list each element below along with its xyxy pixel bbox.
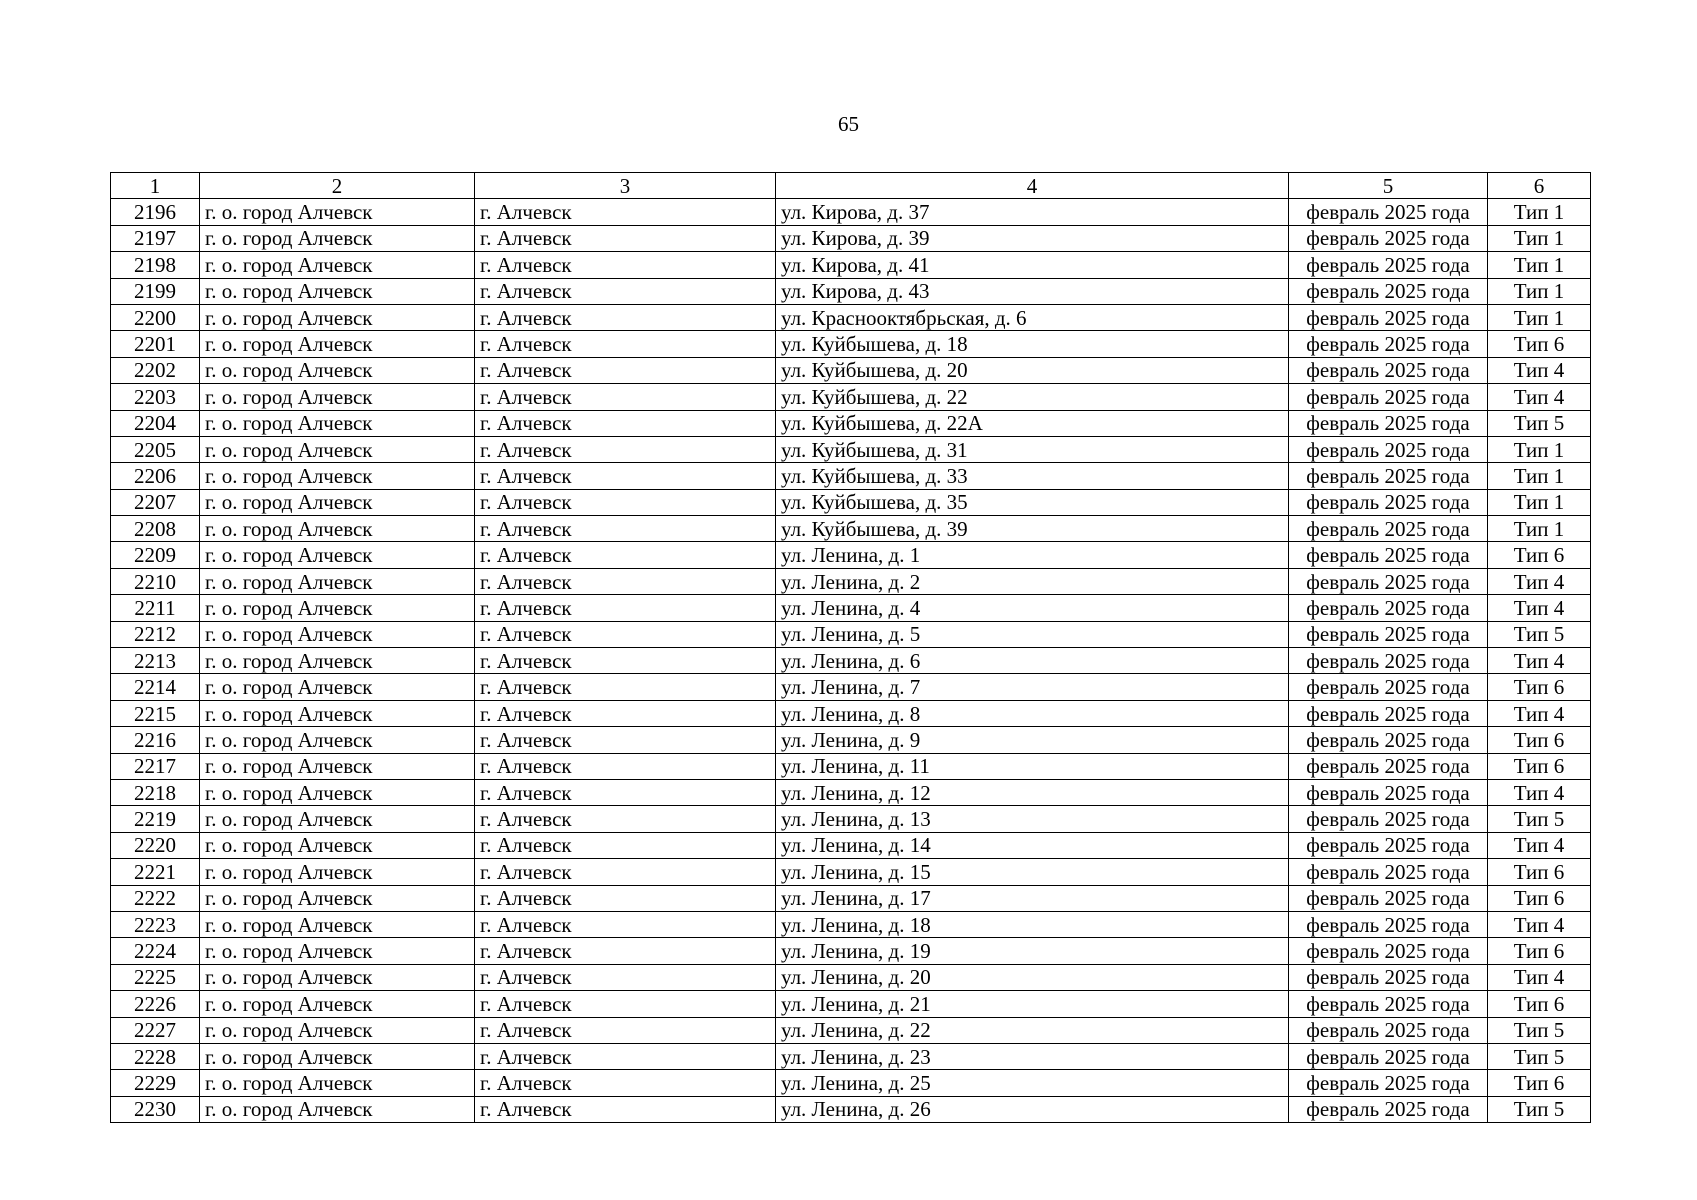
row-number-cell: 2209: [111, 542, 200, 568]
date-cell: февраль 2025 года: [1289, 885, 1488, 911]
date-cell: февраль 2025 года: [1289, 304, 1488, 330]
type-cell: Тип 6: [1488, 674, 1591, 700]
table-row: [111, 463, 1591, 489]
address-cell: ул. Ленина, д. 23: [776, 1043, 1289, 1069]
address-cell: ул. Ленина, д. 19: [776, 938, 1289, 964]
table-row: [111, 753, 1591, 779]
row-number-cell: 2211: [111, 595, 200, 621]
municipality-cell: г. о. город Алчевск: [200, 1043, 475, 1069]
locality-cell: г. Алчевск: [475, 489, 776, 515]
type-cell: Тип 6: [1488, 859, 1591, 885]
address-cell: ул. Ленина, д. 20: [776, 964, 1289, 990]
address-cell: ул. Куйбышева, д. 31: [776, 436, 1289, 462]
locality-cell: г. Алчевск: [475, 199, 776, 225]
type-cell: Тип 1: [1488, 225, 1591, 251]
address-cell: ул. Кирова, д. 41: [776, 252, 1289, 278]
row-number-cell: 2196: [111, 199, 200, 225]
locality-cell: г. Алчевск: [475, 331, 776, 357]
municipality-cell: г. о. город Алчевск: [200, 885, 475, 911]
address-cell: ул. Ленина, д. 4: [776, 595, 1289, 621]
municipality-cell: г. о. город Алчевск: [200, 648, 475, 674]
table-row: [111, 278, 1591, 304]
type-cell: Тип 4: [1488, 357, 1591, 383]
table-row: [111, 516, 1591, 542]
table-row: [111, 964, 1591, 990]
type-cell: Тип 6: [1488, 938, 1591, 964]
locality-cell: г. Алчевск: [475, 384, 776, 410]
address-cell: ул. Кирова, д. 39: [776, 225, 1289, 251]
locality-cell: г. Алчевск: [475, 885, 776, 911]
row-number-cell: 2210: [111, 568, 200, 594]
municipality-cell: г. о. город Алчевск: [200, 1096, 475, 1122]
address-cell: ул. Ленина, д. 5: [776, 621, 1289, 647]
type-cell: Тип 6: [1488, 991, 1591, 1017]
table-body: [111, 199, 1591, 1123]
type-cell: Тип 4: [1488, 779, 1591, 805]
type-cell: Тип 6: [1488, 727, 1591, 753]
row-number-cell: 2229: [111, 1070, 200, 1096]
municipality-cell: г. о. город Алчевск: [200, 436, 475, 462]
table-row: [111, 911, 1591, 937]
column-header-3: 3: [475, 173, 776, 199]
locality-cell: г. Алчевск: [475, 304, 776, 330]
municipality-cell: г. о. город Алчевск: [200, 357, 475, 383]
row-number-cell: 2219: [111, 806, 200, 832]
date-cell: февраль 2025 года: [1289, 1070, 1488, 1096]
municipality-cell: г. о. город Алчевск: [200, 859, 475, 885]
date-cell: февраль 2025 года: [1289, 1043, 1488, 1069]
date-cell: февраль 2025 года: [1289, 331, 1488, 357]
address-cell: ул. Ленина, д. 2: [776, 568, 1289, 594]
type-cell: Тип 1: [1488, 516, 1591, 542]
municipality-cell: г. о. город Алчевск: [200, 331, 475, 357]
date-cell: февраль 2025 года: [1289, 832, 1488, 858]
municipality-cell: г. о. город Алчевск: [200, 199, 475, 225]
locality-cell: г. Алчевск: [475, 832, 776, 858]
table-row: [111, 832, 1591, 858]
municipality-cell: г. о. город Алчевск: [200, 463, 475, 489]
row-number-cell: 2212: [111, 621, 200, 647]
address-cell: ул. Ленина, д. 21: [776, 991, 1289, 1017]
locality-cell: г. Алчевск: [475, 278, 776, 304]
type-cell: Тип 5: [1488, 621, 1591, 647]
table-row: [111, 225, 1591, 251]
municipality-cell: г. о. город Алчевск: [200, 225, 475, 251]
table-row: [111, 700, 1591, 726]
municipality-cell: г. о. город Алчевск: [200, 542, 475, 568]
row-number-cell: 2203: [111, 384, 200, 410]
municipality-cell: г. о. город Алчевск: [200, 779, 475, 805]
address-cell: ул. Ленина, д. 25: [776, 1070, 1289, 1096]
locality-cell: г. Алчевск: [475, 648, 776, 674]
locality-cell: г. Алчевск: [475, 436, 776, 462]
table-row: [111, 885, 1591, 911]
address-cell: ул. Краснооктябрьская, д. 6: [776, 304, 1289, 330]
row-number-cell: 2217: [111, 753, 200, 779]
row-number-cell: 2216: [111, 727, 200, 753]
date-cell: февраль 2025 года: [1289, 252, 1488, 278]
municipality-cell: г. о. город Алчевск: [200, 278, 475, 304]
date-cell: февраль 2025 года: [1289, 991, 1488, 1017]
locality-cell: г. Алчевск: [475, 463, 776, 489]
locality-cell: г. Алчевск: [475, 225, 776, 251]
date-cell: февраль 2025 года: [1289, 278, 1488, 304]
address-cell: ул. Ленина, д. 12: [776, 779, 1289, 805]
table-row: [111, 304, 1591, 330]
row-number-cell: 2200: [111, 304, 200, 330]
type-cell: Тип 6: [1488, 753, 1591, 779]
locality-cell: г. Алчевск: [475, 938, 776, 964]
municipality-cell: г. о. город Алчевск: [200, 911, 475, 937]
address-cell: ул. Куйбышева, д. 20: [776, 357, 1289, 383]
table-row: [111, 806, 1591, 832]
date-cell: февраль 2025 года: [1289, 700, 1488, 726]
date-cell: февраль 2025 года: [1289, 806, 1488, 832]
type-cell: Тип 4: [1488, 648, 1591, 674]
address-cell: ул. Кирова, д. 37: [776, 199, 1289, 225]
address-cell: ул. Ленина, д. 14: [776, 832, 1289, 858]
municipality-cell: г. о. город Алчевск: [200, 964, 475, 990]
table-row: [111, 331, 1591, 357]
column-header-4: 4: [776, 173, 1289, 199]
type-cell: Тип 5: [1488, 410, 1591, 436]
row-number-cell: 2215: [111, 700, 200, 726]
date-cell: февраль 2025 года: [1289, 753, 1488, 779]
date-cell: февраль 2025 года: [1289, 384, 1488, 410]
type-cell: Тип 1: [1488, 436, 1591, 462]
address-cell: ул. Ленина, д. 13: [776, 806, 1289, 832]
column-header-5: 5: [1289, 173, 1488, 199]
row-number-cell: 2228: [111, 1043, 200, 1069]
municipality-cell: г. о. город Алчевск: [200, 938, 475, 964]
column-header-2: 2: [200, 173, 475, 199]
row-number-cell: 2227: [111, 1017, 200, 1043]
date-cell: февраль 2025 года: [1289, 964, 1488, 990]
type-cell: Тип 1: [1488, 199, 1591, 225]
locality-cell: г. Алчевск: [475, 964, 776, 990]
locality-cell: г. Алчевск: [475, 727, 776, 753]
municipality-cell: г. о. город Алчевск: [200, 753, 475, 779]
date-cell: февраль 2025 года: [1289, 542, 1488, 568]
date-cell: февраль 2025 года: [1289, 568, 1488, 594]
address-cell: ул. Ленина, д. 7: [776, 674, 1289, 700]
address-cell: ул. Ленина, д. 26: [776, 1096, 1289, 1122]
table-row: [111, 1070, 1591, 1096]
table-row: [111, 1043, 1591, 1069]
type-cell: Тип 6: [1488, 1070, 1591, 1096]
row-number-cell: 2202: [111, 357, 200, 383]
municipality-cell: г. о. город Алчевск: [200, 674, 475, 700]
municipality-cell: г. о. город Алчевск: [200, 568, 475, 594]
municipality-cell: г. о. город Алчевск: [200, 410, 475, 436]
row-number-cell: 2213: [111, 648, 200, 674]
municipality-cell: г. о. город Алчевск: [200, 1017, 475, 1043]
locality-cell: г. Алчевск: [475, 674, 776, 700]
locality-cell: г. Алчевск: [475, 357, 776, 383]
row-number-cell: 2207: [111, 489, 200, 515]
municipality-cell: г. о. город Алчевск: [200, 252, 475, 278]
address-cell: ул. Ленина, д. 6: [776, 648, 1289, 674]
date-cell: февраль 2025 года: [1289, 463, 1488, 489]
table-row: [111, 357, 1591, 383]
date-cell: февраль 2025 года: [1289, 648, 1488, 674]
type-cell: Тип 1: [1488, 489, 1591, 515]
table-row: [111, 648, 1591, 674]
municipality-cell: г. о. город Алчевск: [200, 384, 475, 410]
date-cell: февраль 2025 года: [1289, 516, 1488, 542]
table-row: [111, 621, 1591, 647]
table-row: [111, 991, 1591, 1017]
table-header: [111, 173, 1591, 199]
address-cell: ул. Ленина, д. 22: [776, 1017, 1289, 1043]
type-cell: Тип 4: [1488, 832, 1591, 858]
table-row: [111, 938, 1591, 964]
municipality-cell: г. о. город Алчевск: [200, 727, 475, 753]
row-number-cell: 2223: [111, 911, 200, 937]
date-cell: февраль 2025 года: [1289, 859, 1488, 885]
row-number-cell: 2226: [111, 991, 200, 1017]
date-cell: февраль 2025 года: [1289, 727, 1488, 753]
address-cell: ул. Куйбышева, д. 18: [776, 331, 1289, 357]
date-cell: февраль 2025 года: [1289, 674, 1488, 700]
table-row: [111, 199, 1591, 225]
table-row: [111, 674, 1591, 700]
row-number-cell: 2199: [111, 278, 200, 304]
table-row: [111, 568, 1591, 594]
address-cell: ул. Ленина, д. 18: [776, 911, 1289, 937]
date-cell: февраль 2025 года: [1289, 911, 1488, 937]
type-cell: Тип 6: [1488, 542, 1591, 568]
type-cell: Тип 6: [1488, 331, 1591, 357]
municipality-cell: г. о. город Алчевск: [200, 489, 475, 515]
type-cell: Тип 1: [1488, 252, 1591, 278]
address-cell: ул. Куйбышева, д. 33: [776, 463, 1289, 489]
type-cell: Тип 5: [1488, 1096, 1591, 1122]
municipality-cell: г. о. город Алчевск: [200, 1070, 475, 1096]
address-cell: ул. Ленина, д. 17: [776, 885, 1289, 911]
locality-cell: г. Алчевск: [475, 911, 776, 937]
address-cell: ул. Куйбышева, д. 22: [776, 384, 1289, 410]
type-cell: Тип 4: [1488, 568, 1591, 594]
row-number-cell: 2230: [111, 1096, 200, 1122]
municipality-cell: г. о. город Алчевск: [200, 806, 475, 832]
date-cell: февраль 2025 года: [1289, 199, 1488, 225]
table-row: [111, 1096, 1591, 1122]
address-cell: ул. Куйбышева, д. 22А: [776, 410, 1289, 436]
table-row: [111, 489, 1591, 515]
row-number-cell: 2205: [111, 436, 200, 462]
locality-cell: г. Алчевск: [475, 568, 776, 594]
locality-cell: г. Алчевск: [475, 410, 776, 436]
type-cell: Тип 6: [1488, 885, 1591, 911]
table-row: [111, 859, 1591, 885]
address-cell: ул. Ленина, д. 15: [776, 859, 1289, 885]
header-row: [111, 173, 1591, 199]
type-cell: Тип 1: [1488, 278, 1591, 304]
locality-cell: г. Алчевск: [475, 1043, 776, 1069]
row-number-cell: 2218: [111, 779, 200, 805]
date-cell: февраль 2025 года: [1289, 489, 1488, 515]
municipality-cell: г. о. город Алчевск: [200, 621, 475, 647]
address-cell: ул. Ленина, д. 9: [776, 727, 1289, 753]
type-cell: Тип 4: [1488, 911, 1591, 937]
row-number-cell: 2208: [111, 516, 200, 542]
type-cell: Тип 4: [1488, 964, 1591, 990]
date-cell: февраль 2025 года: [1289, 1017, 1488, 1043]
row-number-cell: 2201: [111, 331, 200, 357]
row-number-cell: 2224: [111, 938, 200, 964]
table-row: [111, 542, 1591, 568]
locality-cell: г. Алчевск: [475, 753, 776, 779]
table-row: [111, 727, 1591, 753]
municipality-cell: г. о. город Алчевск: [200, 595, 475, 621]
row-number-cell: 2221: [111, 859, 200, 885]
date-cell: февраль 2025 года: [1289, 357, 1488, 383]
locality-cell: г. Алчевск: [475, 806, 776, 832]
date-cell: февраль 2025 года: [1289, 225, 1488, 251]
row-number-cell: 2225: [111, 964, 200, 990]
address-cell: ул. Ленина, д. 1: [776, 542, 1289, 568]
row-number-cell: 2206: [111, 463, 200, 489]
row-number-cell: 2198: [111, 252, 200, 278]
data-table: [110, 172, 1591, 1123]
locality-cell: г. Алчевск: [475, 1070, 776, 1096]
type-cell: Тип 5: [1488, 1043, 1591, 1069]
address-cell: ул. Кирова, д. 43: [776, 278, 1289, 304]
municipality-cell: г. о. город Алчевск: [200, 516, 475, 542]
table-row: [111, 1017, 1591, 1043]
type-cell: Тип 4: [1488, 700, 1591, 726]
table-row: [111, 410, 1591, 436]
date-cell: февраль 2025 года: [1289, 595, 1488, 621]
locality-cell: г. Алчевск: [475, 542, 776, 568]
column-header-6: 6: [1488, 173, 1591, 199]
municipality-cell: г. о. город Алчевск: [200, 304, 475, 330]
table-row: [111, 595, 1591, 621]
table-row: [111, 384, 1591, 410]
column-header-1: 1: [111, 173, 200, 199]
type-cell: Тип 4: [1488, 595, 1591, 621]
row-number-cell: 2222: [111, 885, 200, 911]
locality-cell: г. Алчевск: [475, 991, 776, 1017]
type-cell: Тип 5: [1488, 806, 1591, 832]
table-row: [111, 779, 1591, 805]
date-cell: февраль 2025 года: [1289, 938, 1488, 964]
locality-cell: г. Алчевск: [475, 516, 776, 542]
date-cell: февраль 2025 года: [1289, 436, 1488, 462]
municipality-cell: г. о. город Алчевск: [200, 700, 475, 726]
address-cell: ул. Куйбышева, д. 39: [776, 516, 1289, 542]
type-cell: Тип 5: [1488, 1017, 1591, 1043]
table-row: [111, 252, 1591, 278]
locality-cell: г. Алчевск: [475, 595, 776, 621]
locality-cell: г. Алчевск: [475, 1096, 776, 1122]
page-number: 65: [838, 112, 859, 136]
locality-cell: г. Алчевск: [475, 621, 776, 647]
locality-cell: г. Алчевск: [475, 700, 776, 726]
row-number-cell: 2197: [111, 225, 200, 251]
type-cell: Тип 1: [1488, 463, 1591, 489]
row-number-cell: 2220: [111, 832, 200, 858]
type-cell: Тип 1: [1488, 304, 1591, 330]
locality-cell: г. Алчевск: [475, 252, 776, 278]
municipality-cell: г. о. город Алчевск: [200, 991, 475, 1017]
row-number-cell: 2214: [111, 674, 200, 700]
address-cell: ул. Ленина, д. 11: [776, 753, 1289, 779]
locality-cell: г. Алчевск: [475, 859, 776, 885]
address-cell: ул. Ленина, д. 8: [776, 700, 1289, 726]
date-cell: февраль 2025 года: [1289, 1096, 1488, 1122]
date-cell: февраль 2025 года: [1289, 779, 1488, 805]
row-number-cell: 2204: [111, 410, 200, 436]
type-cell: Тип 4: [1488, 384, 1591, 410]
locality-cell: г. Алчевск: [475, 1017, 776, 1043]
locality-cell: г. Алчевск: [475, 779, 776, 805]
address-cell: ул. Куйбышева, д. 35: [776, 489, 1289, 515]
date-cell: февраль 2025 года: [1289, 410, 1488, 436]
municipality-cell: г. о. город Алчевск: [200, 832, 475, 858]
date-cell: февраль 2025 года: [1289, 621, 1488, 647]
table-row: [111, 436, 1591, 462]
